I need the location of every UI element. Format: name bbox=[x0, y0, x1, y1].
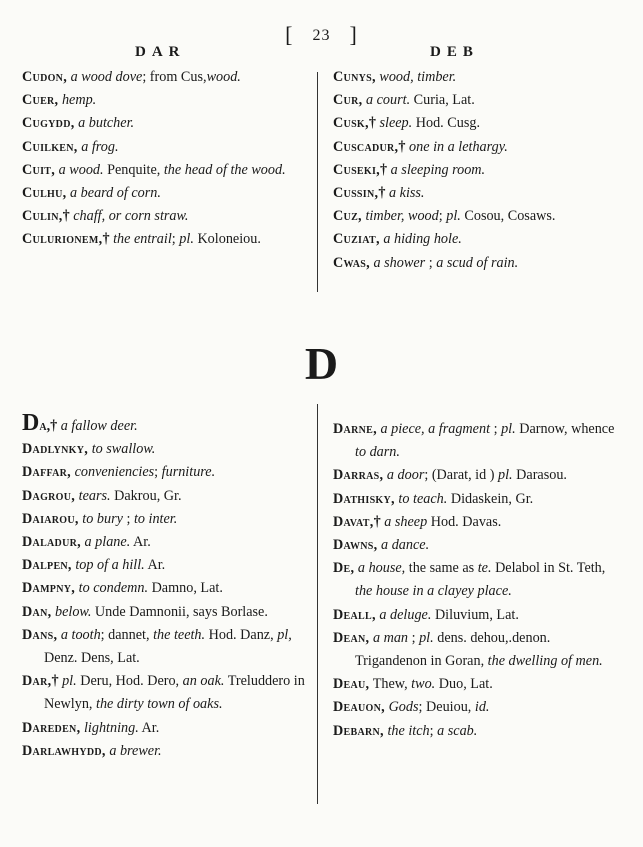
definition-text: a piece, a fragment bbox=[380, 421, 491, 437]
definition-text: a frog. bbox=[81, 138, 119, 155]
dagger-mark: † bbox=[373, 513, 381, 530]
etymology-text: Hod. Danz, bbox=[205, 626, 278, 643]
definition-text: pl. bbox=[501, 421, 516, 437]
headword: Dawns, bbox=[333, 537, 378, 554]
dictionary-entry bbox=[22, 89, 312, 112]
definition-text: chaff, or corn straw. bbox=[73, 208, 189, 225]
dictionary-entry bbox=[22, 159, 312, 182]
headword: Cussin, bbox=[333, 185, 379, 202]
headword: Culhu, bbox=[22, 185, 67, 202]
etymology-text: Hod. Davas. bbox=[427, 513, 502, 530]
dictionary-entry bbox=[22, 554, 312, 577]
headword: Dean, bbox=[333, 629, 370, 646]
etymology-text: ; (Darat, id ) bbox=[424, 467, 499, 484]
headword: Dadlynky, bbox=[22, 441, 89, 458]
definition-text: the dirty town of oaks. bbox=[96, 696, 223, 713]
etymology-text: ; bbox=[438, 208, 447, 225]
definition-text: a wood. bbox=[58, 161, 104, 178]
definition-text: furniture. bbox=[161, 464, 216, 481]
headword: Dar, bbox=[22, 673, 52, 690]
definition-text: two. bbox=[411, 676, 436, 693]
definition-text: the head of the wood. bbox=[163, 161, 286, 178]
headword: Cuer, bbox=[22, 92, 59, 109]
dictionary-entry bbox=[333, 112, 623, 135]
headword: Darras, bbox=[333, 467, 384, 484]
headword: Cudon, bbox=[22, 69, 68, 85]
dictionary-entry bbox=[22, 508, 312, 531]
definition-text: a door bbox=[386, 467, 425, 484]
dictionary-entry bbox=[22, 485, 312, 508]
dictionary-entry bbox=[333, 720, 623, 743]
etymology-text: Penquite, bbox=[103, 161, 164, 178]
definition-text: conveniencies bbox=[74, 464, 155, 481]
headword: Darne, bbox=[333, 421, 377, 437]
definition-text: one in a lethargy. bbox=[409, 138, 508, 155]
column-divider-bottom bbox=[317, 404, 318, 804]
headword: Dalpen, bbox=[22, 557, 72, 574]
definition-text: to darn. bbox=[355, 444, 400, 461]
running-head-right: DEB bbox=[430, 44, 479, 60]
headword: Culurionem, bbox=[22, 231, 103, 248]
etymology-text: Damno, Lat. bbox=[148, 580, 223, 597]
definition-text: wood, timber. bbox=[379, 69, 457, 85]
headword: Cusk, bbox=[333, 115, 369, 132]
headword: Cuseki, bbox=[333, 161, 381, 178]
page-number bbox=[0, 22, 643, 48]
definition-text: pl. bbox=[419, 629, 434, 646]
definition-text: a plane. bbox=[84, 534, 131, 551]
definition-text: a sleeping room. bbox=[390, 161, 486, 178]
definition-text: a deluge. bbox=[379, 606, 432, 623]
definition-text: te. bbox=[477, 560, 492, 577]
dictionary-entry bbox=[22, 412, 312, 438]
definition-text: a house, bbox=[357, 560, 406, 577]
dictionary-entry bbox=[22, 205, 312, 228]
definition-text: a scab. bbox=[437, 722, 478, 739]
etymology-text: ; dannet, bbox=[100, 626, 154, 643]
definition-text: a court. bbox=[365, 92, 411, 109]
definition-text: the teeth. bbox=[153, 626, 206, 643]
definition-text: the dwelling of men. bbox=[487, 653, 603, 670]
dictionary-entry bbox=[333, 205, 623, 228]
dictionary-entry bbox=[333, 159, 623, 182]
definition-text: id. bbox=[474, 699, 490, 716]
dictionary-entry bbox=[333, 511, 623, 534]
dictionary-entry bbox=[333, 182, 623, 205]
definition-text: a beard of corn. bbox=[70, 185, 161, 202]
definition-text: pl. bbox=[446, 208, 461, 225]
headword: Davat, bbox=[333, 513, 374, 530]
page-number-value: 23 bbox=[312, 27, 331, 44]
etymology-text: ; bbox=[408, 629, 420, 646]
definition-text: lightning. bbox=[83, 719, 139, 736]
dictionary-entry bbox=[22, 66, 312, 89]
definition-text: the itch bbox=[387, 722, 430, 739]
etymology-text: Darasou. bbox=[512, 467, 567, 484]
headword: Dareden, bbox=[22, 719, 81, 736]
headword: De, bbox=[333, 560, 355, 577]
column-top-right bbox=[333, 66, 623, 275]
column-bottom-right bbox=[333, 418, 623, 743]
definition-text: to condemn. bbox=[78, 580, 149, 597]
dictionary-entry bbox=[333, 228, 623, 251]
dagger-mark: † bbox=[50, 418, 58, 434]
definition-text: a dance. bbox=[381, 537, 430, 554]
dictionary-entry bbox=[333, 89, 623, 112]
headword: Dampny, bbox=[22, 580, 76, 597]
dictionary-entry bbox=[22, 461, 312, 484]
definition-text: a wood dove bbox=[70, 69, 143, 85]
headword: a, bbox=[39, 418, 51, 434]
definition-text: tears. bbox=[78, 487, 111, 504]
dictionary-entry bbox=[22, 228, 312, 251]
dictionary-entry bbox=[333, 534, 623, 557]
headword: Cuit, bbox=[22, 161, 56, 178]
etymology-text: Dakrou, Gr. bbox=[110, 487, 182, 504]
etymology-text: dens. dehou,.denon. Trigandenon in Goran, bbox=[355, 629, 551, 670]
definition-text: wood. bbox=[206, 69, 241, 85]
headword: Daffar, bbox=[22, 464, 72, 481]
etymology-text: ; bbox=[490, 421, 502, 437]
headword: Deauon, bbox=[333, 699, 386, 716]
dagger-mark: † bbox=[380, 161, 388, 178]
etymology-text: Cosou, Cosaws. bbox=[460, 208, 556, 225]
drop-initial: D bbox=[22, 410, 40, 436]
headword: Deau, bbox=[333, 676, 370, 693]
dictionary-entry bbox=[333, 673, 623, 696]
etymology-text: ; bbox=[429, 722, 438, 739]
headword: Dagrou, bbox=[22, 487, 76, 504]
dagger-mark: † bbox=[102, 231, 110, 248]
dictionary-entry bbox=[22, 601, 312, 624]
dictionary-entry bbox=[333, 464, 623, 487]
dictionary-entry bbox=[22, 740, 312, 763]
bracket-right: ] bbox=[349, 22, 358, 47]
definition-text: a tooth bbox=[60, 626, 101, 643]
etymology-text: Curia, Lat. bbox=[410, 92, 475, 109]
dictionary-entry bbox=[333, 136, 623, 159]
definition-text: to swallow. bbox=[91, 441, 156, 458]
dictionary-entry bbox=[333, 252, 623, 275]
definition-text: a shower bbox=[373, 254, 426, 271]
headword: Deall, bbox=[333, 606, 376, 623]
etymology-text: Deru, Hod. Dero, bbox=[76, 673, 183, 690]
definition-text: pl. bbox=[62, 673, 77, 690]
dictionary-entry bbox=[333, 604, 623, 627]
headword: Daladur, bbox=[22, 534, 81, 551]
dictionary-entry bbox=[22, 577, 312, 600]
definition-text: a butcher. bbox=[78, 115, 135, 132]
etymology-text: Ar. bbox=[144, 557, 166, 574]
headword: Cuziat, bbox=[333, 231, 380, 248]
dictionary-entry bbox=[22, 112, 312, 135]
dictionary-entry bbox=[333, 66, 623, 89]
etymology-text: Treluddero in Newlyn, bbox=[44, 673, 305, 713]
definition-text: pl. bbox=[179, 231, 194, 248]
dagger-mark: † bbox=[62, 208, 70, 225]
headword: Daiarou, bbox=[22, 510, 79, 527]
headword: Cunys, bbox=[333, 69, 376, 85]
definition-text: a brewer. bbox=[109, 742, 162, 759]
dictionary-entry bbox=[22, 531, 312, 554]
definition-text: top of a hill. bbox=[75, 557, 145, 574]
etymology-text: ; bbox=[425, 254, 437, 271]
headword: Cuscadur, bbox=[333, 138, 399, 155]
headword: Cwas, bbox=[333, 254, 370, 271]
definition-text: sleep. bbox=[379, 115, 413, 132]
etymology-text: ; from Cus, bbox=[142, 69, 207, 85]
definition-text: an oak. bbox=[182, 673, 225, 690]
definition-text: to bury bbox=[82, 510, 123, 527]
headword: Cur, bbox=[333, 92, 363, 109]
etymology-text: Darnow, whence bbox=[515, 421, 615, 437]
bracket-left: [ bbox=[285, 22, 294, 47]
dagger-mark: † bbox=[398, 138, 406, 155]
etymology-text: ; bbox=[122, 510, 134, 527]
dictionary-entry bbox=[333, 418, 623, 464]
definition-text: pl. bbox=[498, 467, 513, 484]
etymology-text: ; bbox=[171, 231, 180, 248]
definition-text: the house in a clayey place. bbox=[355, 583, 512, 600]
dagger-mark: † bbox=[51, 673, 59, 690]
definition-text: below. bbox=[54, 603, 92, 620]
definition-text: a fallow deer. bbox=[60, 418, 138, 434]
etymology-text: ; Deuiou, bbox=[418, 699, 475, 716]
dictionary-entry bbox=[22, 438, 312, 461]
etymology-text: Denz. Dens, Lat. bbox=[44, 650, 140, 667]
etymology-text: Delabol in St. Teth, bbox=[491, 560, 606, 577]
dictionary-entry bbox=[22, 624, 312, 670]
definition-text: timber, wood bbox=[365, 208, 439, 225]
dictionary-entry bbox=[333, 557, 623, 603]
headword: Culin, bbox=[22, 208, 63, 225]
definition-text: a hiding hole. bbox=[383, 231, 462, 248]
headword: Cuilken, bbox=[22, 138, 78, 155]
etymology-text: the same as bbox=[405, 560, 478, 577]
headword: Darlawhydd, bbox=[22, 742, 106, 759]
etymology-text: Diluvium, Lat. bbox=[431, 606, 519, 623]
headword: Cugydd, bbox=[22, 115, 75, 132]
definition-text: a scud of rain. bbox=[436, 254, 519, 271]
etymology-text: ; bbox=[154, 464, 162, 481]
dictionary-entry bbox=[333, 696, 623, 719]
definition-text: a sheep bbox=[384, 513, 428, 530]
dagger-mark: † bbox=[368, 115, 376, 132]
column-divider-top bbox=[317, 72, 318, 292]
etymology-text: Ar. bbox=[138, 719, 160, 736]
dictionary-entry bbox=[22, 182, 312, 205]
dictionary-entry bbox=[22, 136, 312, 159]
definition-text: hemp. bbox=[61, 92, 97, 109]
definition-text: to teach. bbox=[398, 490, 448, 507]
definition-text: Gods bbox=[388, 699, 419, 716]
headword: Dathisky, bbox=[333, 490, 395, 507]
definition-text: the entrail bbox=[113, 231, 172, 248]
section-letter: D bbox=[304, 338, 339, 389]
definition-text: pl, bbox=[277, 626, 292, 643]
etymology-text: Ar. bbox=[130, 534, 151, 551]
headword: Debarn, bbox=[333, 722, 384, 739]
headword: Dan, bbox=[22, 603, 52, 620]
etymology-text: Thew, bbox=[369, 676, 412, 693]
column-top-left bbox=[22, 66, 312, 252]
definition-text: to inter. bbox=[133, 510, 178, 527]
dictionary-entry bbox=[333, 627, 623, 673]
definition-text: a kiss. bbox=[389, 185, 425, 202]
headword: Cuz, bbox=[333, 208, 362, 225]
etymology-text: Koloneiou. bbox=[193, 231, 261, 248]
definition-text: a man bbox=[372, 629, 409, 646]
etymology-text: Duo, Lat. bbox=[435, 676, 493, 693]
column-bottom-left bbox=[22, 412, 312, 763]
dictionary-entry bbox=[22, 717, 312, 740]
dictionary-entry bbox=[333, 488, 623, 511]
headword: Dans, bbox=[22, 626, 58, 643]
etymology-text: Unde Damnonii, says Borlase. bbox=[91, 603, 268, 620]
etymology-text: Didaskein, Gr. bbox=[447, 490, 534, 507]
etymology-text: Hod. Cusg. bbox=[412, 115, 480, 132]
dictionary-entry bbox=[22, 670, 312, 716]
running-head-left: DAR bbox=[135, 44, 186, 60]
dagger-mark: † bbox=[378, 185, 386, 202]
